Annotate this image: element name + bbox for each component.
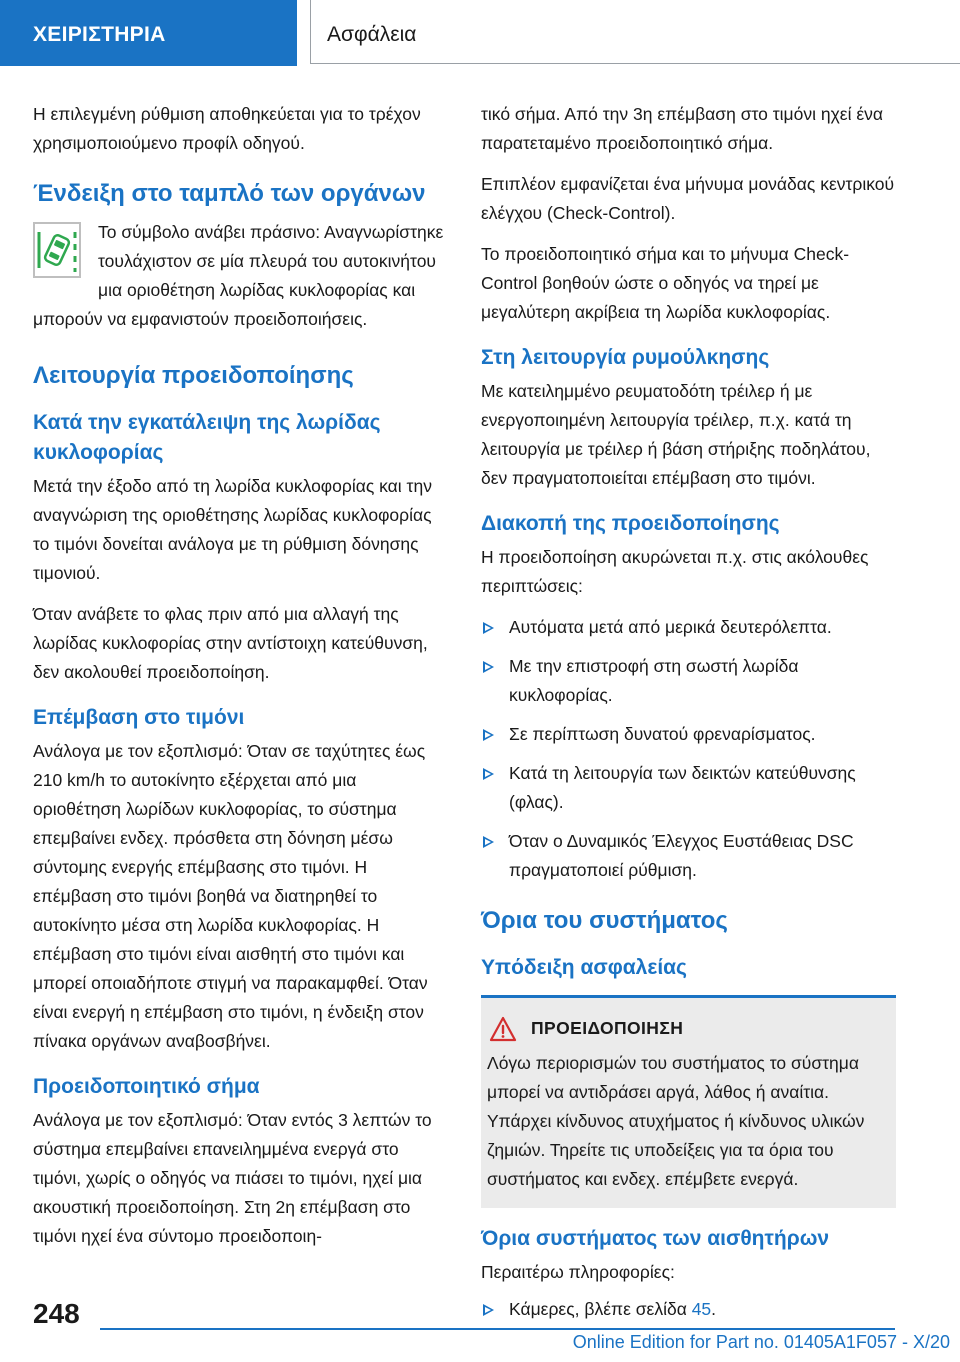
- leaving-paragraph-2: Όταν ανάβετε το φλας πριν από μια αλλαγή της λωρίδας κυκλοφορίας στην αντίστοιχη κατεύθυνση, δεν ακολουθεί προειδοποίηση.: [33, 604, 428, 682]
- triangle-bullet-icon: [483, 768, 494, 780]
- triangle-bullet-icon: [483, 836, 494, 848]
- signal-message-paragraph: Το προειδοποιητικό σήμα και το μήνυμα Check-Control βοηθούν ώστε ο οδηγός να τηρεί με μεγαλύτερη ακρίβεια τη λωρίδα κυκλοφορίας.: [481, 244, 850, 322]
- interrupt-list: [481, 613, 896, 885]
- list-item: Κατά τη λειτουργία των δεικτών κατεύθυνσης (φλας).: [481, 759, 896, 817]
- heading-leaving-lane: Κατά την εγκατάλειψη της λωρίδας κυκλοφορίας: [33, 411, 381, 464]
- heading-trailer-mode: Στη λειτουργία ρυμούλκησης: [481, 346, 770, 369]
- page-header: [0, 0, 960, 66]
- triangle-bullet-icon: [483, 729, 494, 741]
- signal-paragraph-cont: τικό σήμα. Από την 3η επέμβαση στο τιμόνι ηχεί ένα παρατεταμένο προειδοποιητικό σήμα.: [481, 104, 884, 153]
- leaving-paragraph-1: Μετά την έξοδο από τη λωρίδα κυκλοφορίας και την αναγνώριση της οριοθέτησης λωρίδας κυκλοφορίας το τιμόνι δονείται ανάλογα με τη ρύθμιση δόνησης τιμονιού.: [33, 476, 432, 583]
- triangle-bullet-icon: [483, 661, 494, 673]
- list-item: Σε περίπτωση δυνατού φρεναρίσματος.: [481, 720, 896, 749]
- lane-departure-symbol-icon: [33, 222, 81, 278]
- section-title: Ασφάλεια: [310, 0, 960, 64]
- page-number: 248: [33, 1298, 80, 1329]
- interrupt-paragraph: Η προειδοποίηση ακυρώνεται π.χ. στις ακόλουθες περιπτώσεις:: [481, 547, 869, 596]
- page-link-45[interactable]: 45: [691, 1299, 712, 1319]
- list-item: Κάμερες, βλέπε σελίδα 45.: [481, 1295, 896, 1324]
- heading-interrupt-warning: Διακοπή της προειδοποίησης: [481, 512, 780, 535]
- more-info-list: [481, 1295, 896, 1324]
- chapter-tab: ΧΕΙΡΙΣΤΗΡΙΑ: [0, 0, 297, 66]
- warning-text: Λόγω περιορισμών του συστήματος το σύστημα μπορεί να αντιδράσει αργά, λάθος ή αναίτια. Υπάρχει κίνδυνος ατυχήματος ή κίνδυνος υλικών ζημιών. Τηρείτε τις υποδείξεις για τα όρια του συστήματος και ενδεχ. επέμβετε ενεργά.: [487, 1053, 865, 1189]
- triangle-bullet-icon: [483, 1304, 494, 1316]
- heading-steering-intervention: Επέμβαση στο τιμόνι: [33, 706, 245, 729]
- warning-box: [481, 995, 896, 1208]
- display-paragraph: [33, 218, 448, 334]
- heading-safety-note: Υπόδειξη ασφαλείας: [481, 956, 687, 979]
- trailer-paragraph: Με κατειλημμένο ρευματοδότη τρέιλερ ή με ενεργοποιημένη λειτουργία τρέιλερ, π.χ. κατά τη λειτουργία με τρέιλερ ή βάση στήριξης ποδηλάτου, δεν πραγματοποιείται επέμβαση στο τιμόνι.: [481, 381, 871, 488]
- intro-paragraph: Η επιλεγμένη ρύθμιση αποθηκεύεται για το τρέχον χρησιμοποιούμενο προφίλ οδηγού.: [33, 104, 421, 153]
- triangle-bullet-icon: [483, 622, 494, 634]
- display-text: Το σύμβολο ανάβει πράσινο: Αναγνωρίστηκε τουλάχιστον σε μία πλευρά του αυτοκινήτου μια οριοθέτηση λωρίδας κυκλοφορίας και μπορούν να εμφανιστούν προειδοποιήσεις.: [33, 222, 444, 329]
- warning-triangle-icon: [489, 1016, 517, 1042]
- heading-sensor-limits: Όρια συστήματος των αισθητήρων: [481, 1227, 830, 1250]
- heading-warning-signal: Προειδοποιητικό σήμα: [33, 1075, 260, 1098]
- signal-paragraph: Ανάλογα με τον εξοπλισμό: Όταν εντός 3 λεπτών το σύστημα επεμβαίνει επανειλημμένα ενεργά στο τιμόνι, χωρίς ο οδηγός να πιάσει το τιμόνι, ηχεί μια ακουστική προειδοποίηση. Στη 2η επέμβαση στο τιμόνι ηχεί ένα σύντομο προειδοποιη-: [33, 1110, 432, 1246]
- left-column: [33, 100, 448, 1263]
- steering-paragraph: Ανάλογα με τον εξοπλισμό: Όταν σε ταχύτητες έως 210 km/h το αυτοκίνητο εξέρχεται από μια οριοθέτηση λωρίδων κυκλοφορίας, το σύστημα επεμβαίνει ενδεχ. πρόσθετα στη δόνηση μέσω σύντομης ενεργής επέμβασης στο τιμόνι. Η επέμβαση στο τιμόνι βοηθά να διατηρηθεί το αυτοκίνητο μέσα στη λωρίδα κυκλοφορίας. Η επέμβαση στο τιμόνι είναι αισθητή στο τιμόνι και μπορεί οποιαδήποτε στιγμή να παρακαμφθεί. Όταν είναι ενεργή η επέμβαση στο τιμόνι, η ένδειξη στον πίνακα οργάνων αναβοσβήνει.: [33, 741, 428, 1051]
- heading-system-limits: Όρια του συστήματος: [481, 907, 728, 934]
- list-item: Αυτόματα μετά από μερικά δευτερόλεπτα.: [481, 613, 896, 642]
- heading-display: Ένδειξη στο ταμπλό των οργάνων: [33, 180, 426, 207]
- warning-title: ΠΡΟΕΙΔΟΠΟΙΗΣΗ: [531, 1018, 684, 1038]
- heading-warning-function: Λειτουργία προειδοποίησης: [33, 362, 354, 389]
- warning-header: [487, 1014, 886, 1043]
- footer-edition: Online Edition for Part no. 01405A1F057 - X/20: [572, 1332, 950, 1352]
- footer-divider: [100, 1328, 895, 1330]
- list-item: Όταν ο Δυναμικός Έλεγχος Ευστάθειας DSC πραγματοποιεί ρύθμιση.: [481, 827, 896, 885]
- more-info-paragraph: Περαιτέρω πληροφορίες:: [481, 1262, 675, 1282]
- list-item: Με την επιστροφή στη σωστή λωρίδα κυκλοφορίας.: [481, 652, 896, 710]
- right-column: [481, 100, 896, 1334]
- check-control-paragraph: Επιπλέον εμφανίζεται ένα μήνυμα μονάδας κεντρικού ελέγχου (Check-Control).: [481, 174, 895, 223]
